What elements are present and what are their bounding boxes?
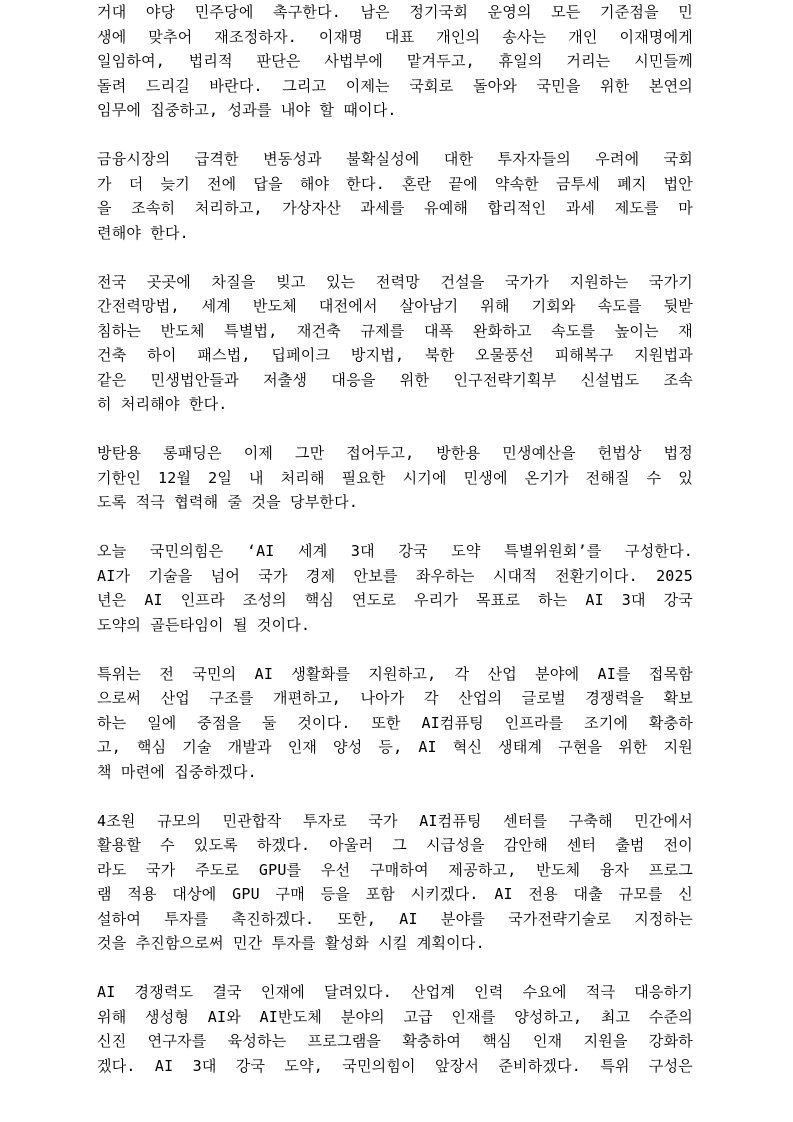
paragraph <box>97 539 693 637</box>
text-line: AI 경쟁력도 결국 인재에 달려있다. 산업계 인력 수요에 적극 대응하기 <box>97 983 693 1001</box>
text-line: 가 더 늦기 전에 답을 해야 한다. 혼란 끝에 약속한 금투세 폐지 법안 <box>97 174 693 193</box>
text-line: 램 적용 대상에 GPU 구매 등을 포함 시키겠다. AI 전용 대출 규모를 신 <box>97 885 693 903</box>
text-line: 침하는 반도체 특별법, 재건축 규제를 대폭 완화하고 속도를 높이는 재 <box>97 321 693 340</box>
text-line: 설하여 투자를 촉진하겠다. 또한, AI 분야를 국가전략기술로 지정하는 <box>97 909 693 928</box>
text-line: 히 처리해야 한다. <box>97 395 228 413</box>
text-line: 책 마련에 집중하겠다. <box>97 762 257 781</box>
text-line: 것을 추진함으로써 민간 투자를 활성화 시킬 계획이다. <box>97 934 485 952</box>
text-line: 도록 적극 협력해 줄 것을 당부한다. <box>97 493 359 511</box>
text-line: 4조원 규모의 민관합작 투자로 국가 AI컴퓨팅 센터를 구축해 민간에서 <box>97 811 693 830</box>
text-line: AI가 기술을 넘어 국가 경제 안보를 좌우하는 시대적 전환기이다. 2025 <box>97 566 693 585</box>
text-line: 거대 야당 민주당에 촉구한다. 남은 정기국회 운영의 모든 기준점을 민 <box>97 3 693 21</box>
paragraph <box>97 980 693 1078</box>
text-line: 신진 연구자를 육성하는 프로그램을 확충하여 핵심 인재 지원을 강화하 <box>97 1032 693 1050</box>
text-line: 기한인 12월 2일 내 처리해 필요한 시기에 민생에 온기가 전해질 수 있 <box>97 468 693 487</box>
text-line: 을 조속히 처리하고, 가상자산 과세를 유예해 합리적인 과세 제도를 마 <box>97 199 693 217</box>
text-line: 같은 민생법안들과 저출생 대응을 위한 인구전략기획부 신설법도 조속 <box>97 370 693 389</box>
text-line: 으로써 산업 구조를 개편하고, 나아가 각 산업의 글로벌 경쟁력을 확보 <box>97 689 693 707</box>
text-line: 도약의 골든타임이 될 것이다. <box>97 615 311 634</box>
text-line: 임무에 집중하고, 성과를 내야 할 때이다. <box>97 101 397 119</box>
paragraph <box>97 441 693 515</box>
paragraph <box>97 147 693 245</box>
text-line: 라도 국가 주도로 GPU를 우선 구매하여 제공하고, 반도체 융자 프로그 <box>97 860 693 879</box>
paragraph <box>97 809 693 956</box>
text-line: 련해야 한다. <box>97 223 189 242</box>
text-line: 일임하여, 법리적 판단은 사법부에 맡겨두고, 휴일의 거리는 시민들께 <box>97 52 693 70</box>
text-line: 위해 생성형 AI와 AI반도체 분야의 고급 인재를 양성하고, 최고 수준의 <box>97 1007 693 1026</box>
text-line: 전국 곳곳에 차질을 빚고 있는 전력망 건설을 국가가 지원하는 국가기 <box>97 272 693 291</box>
text-line: 하는 일에 중점을 둘 것이다. 또한 AI컴퓨팅 인프라를 조기에 확충하 <box>97 713 693 732</box>
text-line: 돌려 드리길 바란다. 그리고 이제는 국회로 돌아와 국민을 위한 본연의 <box>97 76 693 95</box>
paragraph <box>97 270 693 417</box>
text-line: 겠다. AI 3대 강국 도약, 국민의힘이 앞장서 준비하겠다. 특위 구성은 <box>97 1056 693 1075</box>
paragraph <box>97 0 693 123</box>
text-line: 금융시장의 급격한 변동성과 불확실성에 대한 투자자들의 우려에 국회 <box>97 150 693 168</box>
document-body <box>97 0 693 1103</box>
text-line: 건축 하이 패스법, 딥페이크 방지법, 북한 오물풍선 피해복구 지원법과 <box>97 346 693 364</box>
text-line: 활용할 수 있도록 하겠다. 아울러 그 시급성을 감안해 센터 출범 전이 <box>97 836 693 854</box>
text-line: 특위는 전 국민의 AI 생활화를 지원하고, 각 산업 분야에 AI를 접목함 <box>97 664 693 683</box>
text-line: 년은 AI 인프라 조성의 핵심 연도로 우리가 목표로 하는 AI 3대 강국 <box>97 591 693 609</box>
text-line: 생에 맞추어 재조정하자. 이재명 대표 개인의 송사는 개인 이재명에게 <box>97 27 693 46</box>
paragraph <box>97 662 693 785</box>
text-line: 간전력망법, 세계 반도체 대전에서 살아남기 위해 기회와 속도를 뒷받 <box>97 297 693 315</box>
text-line: 고, 핵심 기술 개발과 인재 양성 등, AI 혁신 생태계 구현을 위한 지원 <box>97 738 693 756</box>
text-line: 방탄용 롱패딩은 이제 그만 접어두고, 방한용 민생예산을 헌법상 법정 <box>97 444 693 462</box>
text-line: 오늘 국민의힘은 ‘AI 세계 3대 강국 도약 특별위원회’를 구성한다. <box>97 542 693 560</box>
